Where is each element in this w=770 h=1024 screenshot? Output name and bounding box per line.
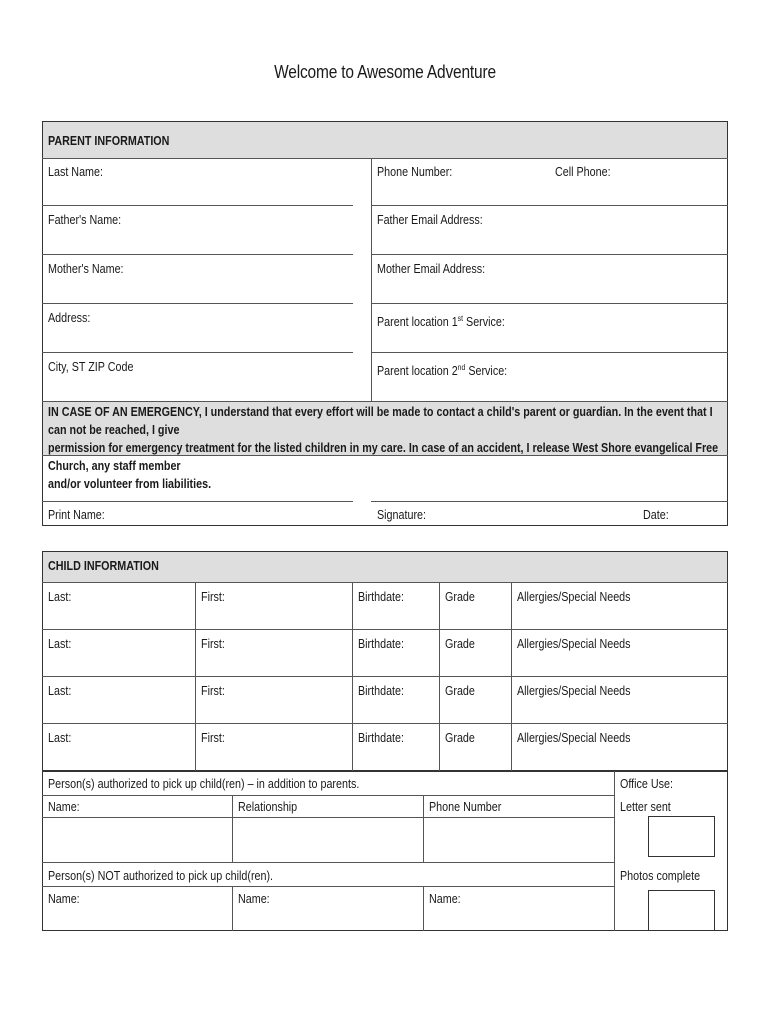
address-line <box>42 352 353 353</box>
city-state-zip-label: City, ST ZIP Code <box>48 360 134 374</box>
emergency-statement: IN CASE OF AN EMERGENCY, I understand that every effort will be made to contact a child's parent or guardian. In the event that I can not be reached, I give permission for emergency treatment for the listed children in my care. In case of an accident, I release West Shore evangelical Free Church, any staff member and/or volunteer from liabilities. <box>48 405 719 491</box>
child-birthdate-label: Birthdate: <box>358 731 405 745</box>
divider <box>352 582 353 771</box>
divider <box>371 303 372 401</box>
mother-email-line <box>371 303 728 304</box>
photos-complete-label: Photos complete <box>620 869 701 883</box>
divider <box>614 771 615 931</box>
divider <box>42 629 728 630</box>
pickup-relationship-label: Relationship <box>238 800 298 814</box>
divider <box>42 817 614 818</box>
date-label: Date: <box>643 508 669 522</box>
father-email-line <box>371 254 728 255</box>
father-email-label: Father Email Address: <box>377 213 483 227</box>
authorized-pickup-label: Person(s) authorized to pick up child(ren) – in addition to parents. <box>48 777 360 791</box>
child-allergies-label: Allergies/Special Needs <box>517 637 631 651</box>
child-last-label: Last: <box>48 684 72 698</box>
child-grade-label: Grade <box>445 590 475 604</box>
not-authorized-name-2-label: Name: <box>238 892 270 906</box>
child-birthdate-label: Birthdate: <box>358 637 405 651</box>
mother-email-label: Mother Email Address: <box>377 262 486 276</box>
child-birthdate-label: Birthdate: <box>358 590 405 604</box>
child-grade-label: Grade <box>445 684 475 698</box>
letter-sent-label: Letter sent <box>620 800 671 814</box>
fathers-name-label: Father's Name: <box>48 213 122 227</box>
pickup-phone-label: Phone Number <box>429 800 502 814</box>
divider <box>232 886 233 931</box>
divider <box>42 723 728 724</box>
child-last-label: Last: <box>48 637 72 651</box>
signature-line <box>371 501 728 502</box>
divider <box>423 795 424 862</box>
child-allergies-label: Allergies/Special Needs <box>517 684 631 698</box>
parent-location-2-label: Parent location 2nd Service: <box>377 363 508 379</box>
divider <box>195 582 196 771</box>
signature-label: Signature: <box>377 508 427 522</box>
child-first-label: First: <box>201 684 225 698</box>
child-header: CHILD INFORMATION <box>48 559 159 573</box>
child-first-label: First: <box>201 590 225 604</box>
child-first-label: First: <box>201 637 225 651</box>
divider <box>42 582 728 583</box>
child-first-label: First: <box>201 731 225 745</box>
not-authorized-name-3-label: Name: <box>429 892 461 906</box>
print-name-line <box>42 501 353 502</box>
letter-sent-checkbox[interactable] <box>648 816 715 857</box>
child-grade-label: Grade <box>445 637 475 651</box>
photos-complete-checkbox[interactable] <box>648 890 715 931</box>
parent-header: PARENT INFORMATION <box>48 134 170 148</box>
last-name-label: Last Name: <box>48 165 103 179</box>
divider <box>371 254 372 303</box>
child-last-label: Last: <box>48 731 72 745</box>
divider <box>42 158 728 159</box>
mothers-name-label: Mother's Name: <box>48 262 124 276</box>
phone-number-label: Phone Number: <box>377 165 453 179</box>
divider <box>439 582 440 771</box>
divider <box>42 795 614 796</box>
phone-line <box>371 205 728 206</box>
pickup-name-label: Name: <box>48 800 80 814</box>
fathers-name-line <box>42 254 353 255</box>
page-title: Welcome to Awesome Adventure <box>274 62 496 82</box>
divider <box>42 886 614 887</box>
office-use-label: Office Use: <box>620 777 673 791</box>
location-1-line <box>371 352 728 353</box>
divider <box>42 401 728 402</box>
mothers-name-line <box>42 303 353 304</box>
cell-phone-label: Cell Phone: <box>555 165 611 179</box>
divider <box>371 158 372 205</box>
parent-location-1-label: Parent location 1st Service: <box>377 314 505 330</box>
not-authorized-name-1-label: Name: <box>48 892 80 906</box>
divider <box>232 795 233 862</box>
child-birthdate-label: Birthdate: <box>358 684 405 698</box>
divider <box>423 886 424 931</box>
child-allergies-label: Allergies/Special Needs <box>517 731 631 745</box>
child-grade-label: Grade <box>445 731 475 745</box>
divider <box>42 862 614 863</box>
print-name-label: Print Name: <box>48 508 105 522</box>
not-authorized-pickup-label: Person(s) NOT authorized to pick up child(ren). <box>48 869 274 883</box>
child-last-label: Last: <box>48 590 72 604</box>
last-name-line <box>42 205 353 206</box>
divider <box>511 582 512 771</box>
divider <box>42 676 728 677</box>
divider <box>371 205 372 254</box>
address-label: Address: <box>48 311 91 325</box>
child-allergies-label: Allergies/Special Needs <box>517 590 631 604</box>
